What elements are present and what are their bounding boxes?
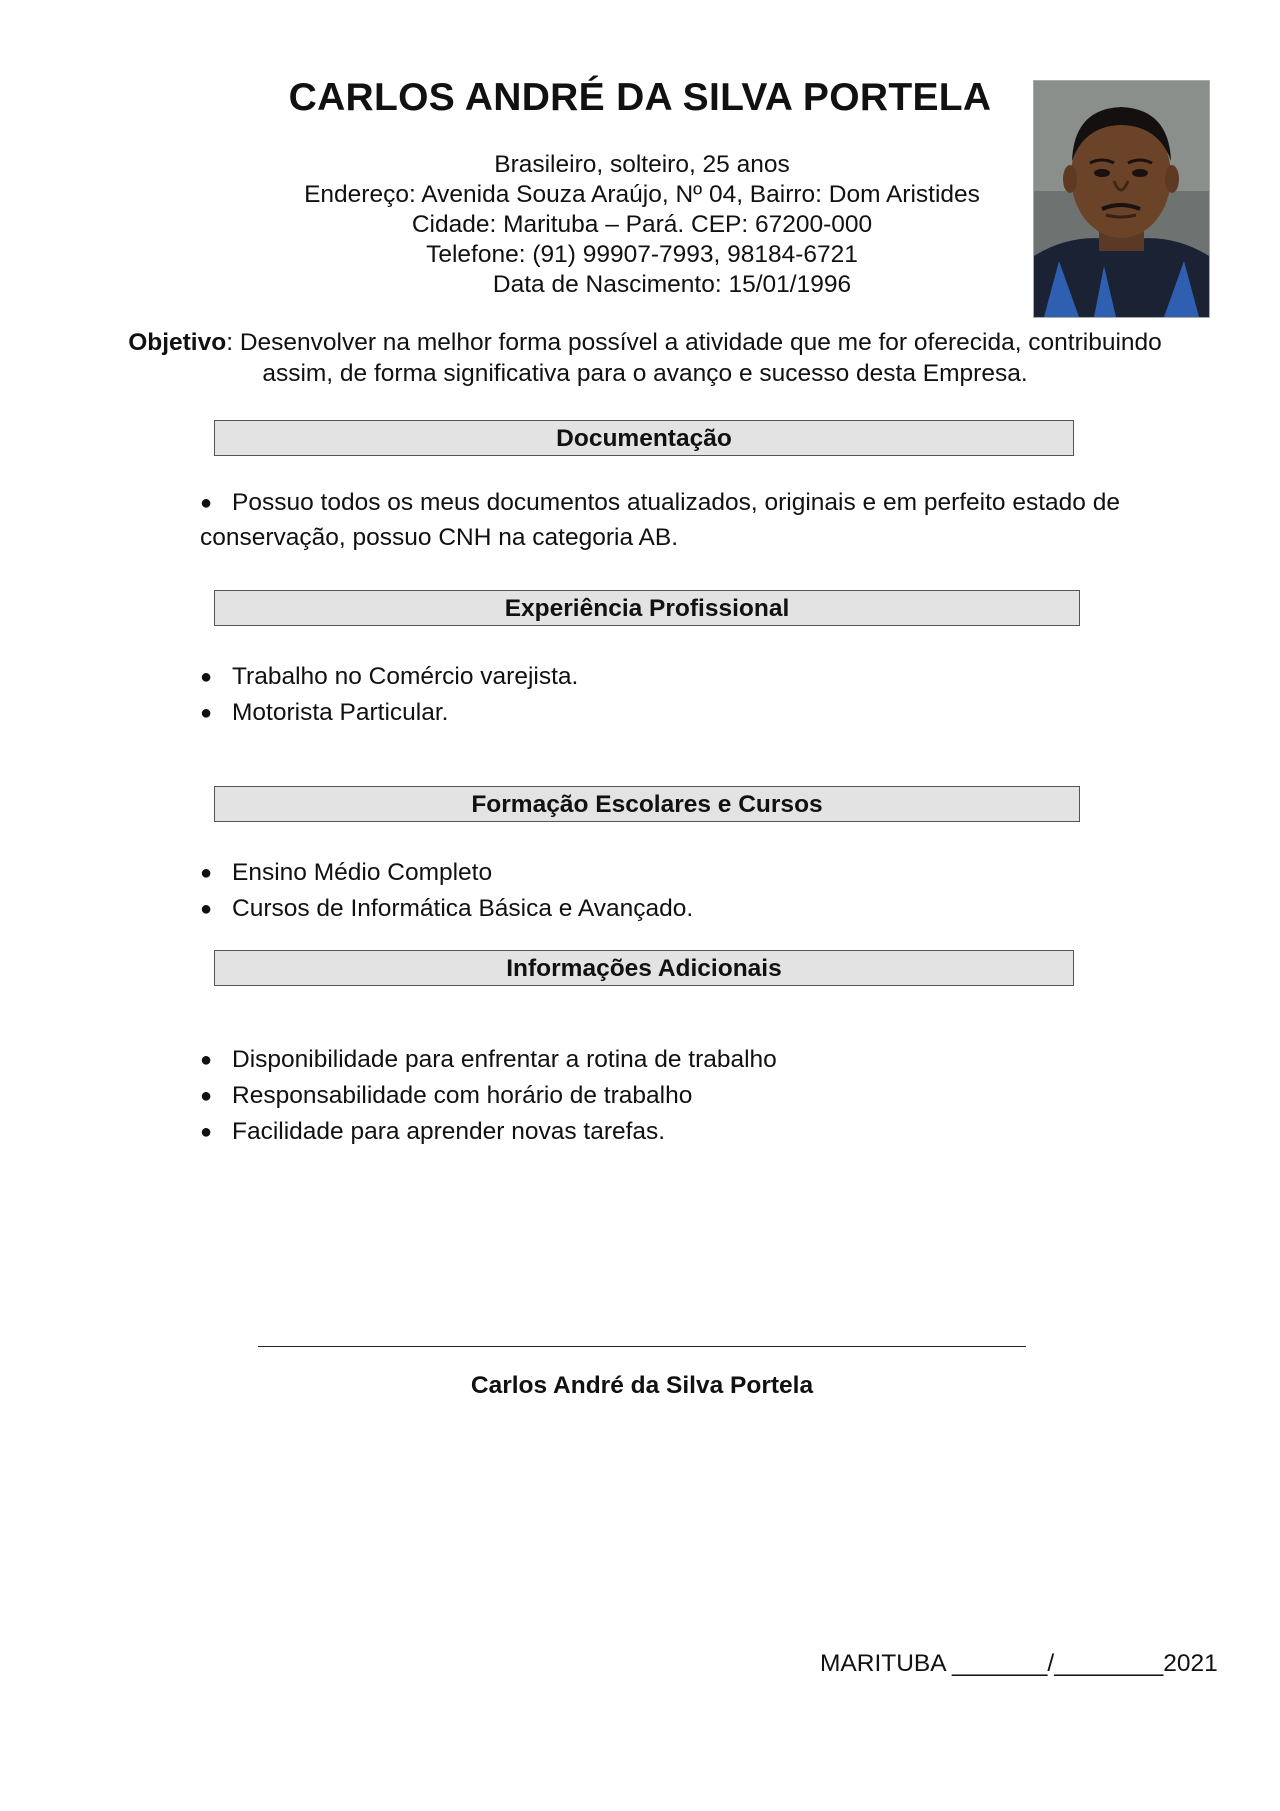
phone-info: Telefone: (91) 99907-7993, 98184-6721 [426, 241, 858, 268]
objective-label: Objetivo [128, 329, 227, 356]
list-item: ● Trabalho no Comércio varejista. [200, 663, 579, 690]
bullet-icon: ● [200, 492, 213, 514]
list-item: ● Ensino Médio Completo [200, 859, 493, 886]
objective-text: : Desenvolver na melhor forma possível a atividade que me for oferecida, contribuindo assim, de forma significativa para o avanço e sucesso desta Empresa. [226, 329, 1162, 387]
bullet-icon: ● [200, 1085, 213, 1107]
bullet-icon: ● [200, 898, 213, 920]
place-date: MARITUBA _______/________2021 [820, 1650, 1218, 1677]
resume-title: CARLOS ANDRÉ DA SILVA PORTELA [288, 76, 992, 119]
bullet-icon: ● [200, 1121, 213, 1143]
objective-paragraph [90, 328, 1200, 389]
personal-info: Brasileiro, solteiro, 25 anos [494, 151, 790, 178]
signature-line [258, 1346, 1026, 1347]
list-item: ● Possuo todos os meus documentos atualizados, originais e em perfeito estado de [200, 489, 1120, 516]
list-item-continuation: conservação, possuo CNH na categoria AB. [200, 524, 679, 551]
section-education-header: Formação Escolares e Cursos [214, 786, 1080, 822]
list-item: ● Responsabilidade com horário de trabalho [200, 1082, 693, 1109]
list-item: ● Motorista Particular. [200, 699, 449, 726]
bullet-icon: ● [200, 666, 213, 688]
bullet-icon: ● [200, 862, 213, 884]
profile-photo [1033, 80, 1210, 318]
birth-info: Data de Nascimento: 15/01/1996 [492, 271, 852, 298]
list-item: ● Disponibilidade para enfrentar a rotina de trabalho [200, 1046, 777, 1073]
list-item: ● Cursos de Informática Básica e Avançado. [200, 895, 694, 922]
bullet-icon: ● [200, 1049, 213, 1071]
signature-name: Carlos André da Silva Portela [470, 1372, 814, 1399]
list-item: ● Facilidade para aprender novas tarefas. [200, 1118, 666, 1145]
city-info: Cidade: Marituba – Pará. CEP: 67200-000 [411, 211, 873, 238]
section-experience-header: Experiência Profissional [214, 590, 1080, 626]
section-additional-header: Informações Adicionais [214, 950, 1074, 986]
bullet-icon: ● [200, 702, 213, 724]
section-documentation-header: Documentação [214, 420, 1074, 456]
address-info: Endereço: Avenida Souza Araújo, Nº 04, Bairro: Dom Aristides [304, 181, 980, 208]
